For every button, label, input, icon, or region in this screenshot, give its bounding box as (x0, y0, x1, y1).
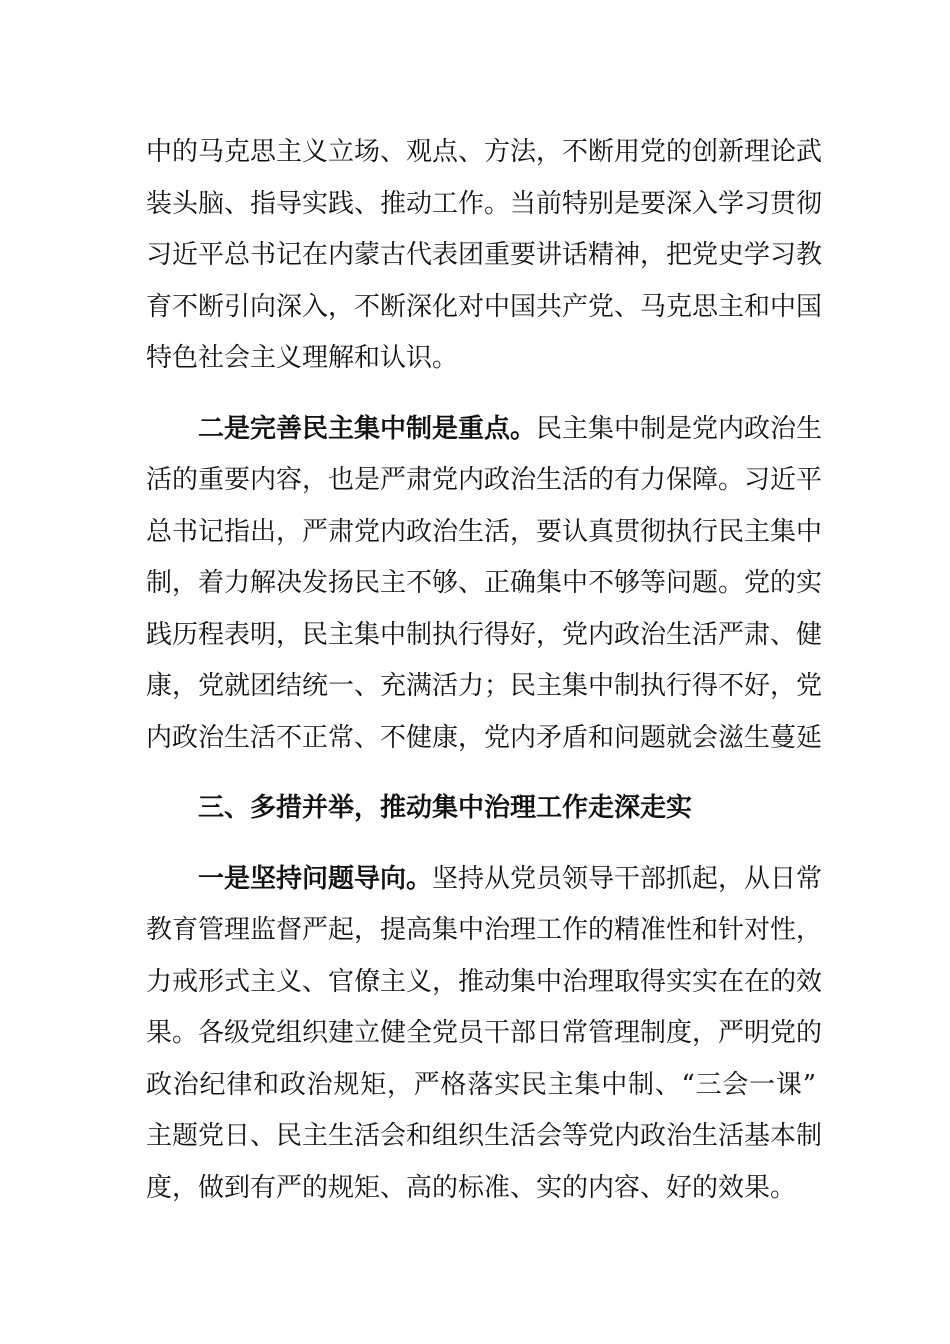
section-heading: 三、多措并举，推动集中治理工作走深走实 (198, 793, 693, 823)
paragraph-text: 坚持从党员领导干部抓起，从日常 (432, 863, 823, 894)
text-line: 康，党就团结统一、充满活力；民主集中制执行得不好，党 (146, 671, 823, 701)
text-line: 力戒形式主义、官僚主义，推动集中治理取得实实在在的效 (146, 966, 823, 997)
text-line: 活的重要内容，也是严肃党内政治生活的有力保障。习近平 (146, 465, 823, 495)
text-line: 内政治生活不正常、不健康，党内矛盾和问题就会滋生蔓延 (146, 722, 823, 753)
text-line: 主题党日、民主生活会和组织生活会等党内政治生活基本制 (146, 1121, 823, 1151)
text-line: 特色社会主义理解和认识。 (146, 343, 459, 373)
paragraph-2 (146, 404, 823, 765)
text-line: 度，做到有严的规矩、高的标准、实的内容、好的效果。 (146, 1172, 797, 1203)
paragraph-text: 民主集中制是党内政治生 (536, 413, 823, 444)
paragraph-first-line (146, 404, 823, 456)
text-line: 育不断引向深入，不断深化对中国共产党、马克思主和中国 (146, 291, 823, 322)
text-line: 装头脑、指导实践、推动工作。当前特别是要深入学习贯彻 (146, 188, 823, 219)
text-line: 制，着力解决发扬民主不够、正确集中不够等问题。党的实 (146, 568, 823, 598)
text-line: 中的马克思主义立场、观点、方法，不断用党的创新理论武 (146, 137, 823, 167)
text-line: 总书记指出，严肃党内政治生活，要认真贯彻执行民主集中 (146, 516, 823, 547)
text-line: 习近平总书记在内蒙古代表团重要讲话精神，把党史学习教 (146, 240, 823, 270)
paragraph-lead-bold: 二是完善民主集中制是重点。 (198, 413, 537, 444)
text-line: 果。各级党组织建立健全党员干部日常管理制度，严明党的 (146, 1018, 823, 1048)
text-line: 政治纪律和政治规矩，严格落实民主集中制、“三会一课” (146, 1069, 816, 1100)
paragraph-first-line (146, 854, 823, 906)
paragraph-1 (146, 127, 823, 385)
text-line: 践历程表明，民主集中制执行得好，党内政治生活严肃、健 (146, 619, 823, 650)
document-body (146, 127, 823, 1214)
text-line: 教育管理监督严起，提高集中治理工作的精准性和针对性， (146, 915, 823, 945)
paragraph-3 (146, 854, 823, 1215)
paragraph-lead-bold: 一是坚持问题导向。 (198, 863, 433, 894)
